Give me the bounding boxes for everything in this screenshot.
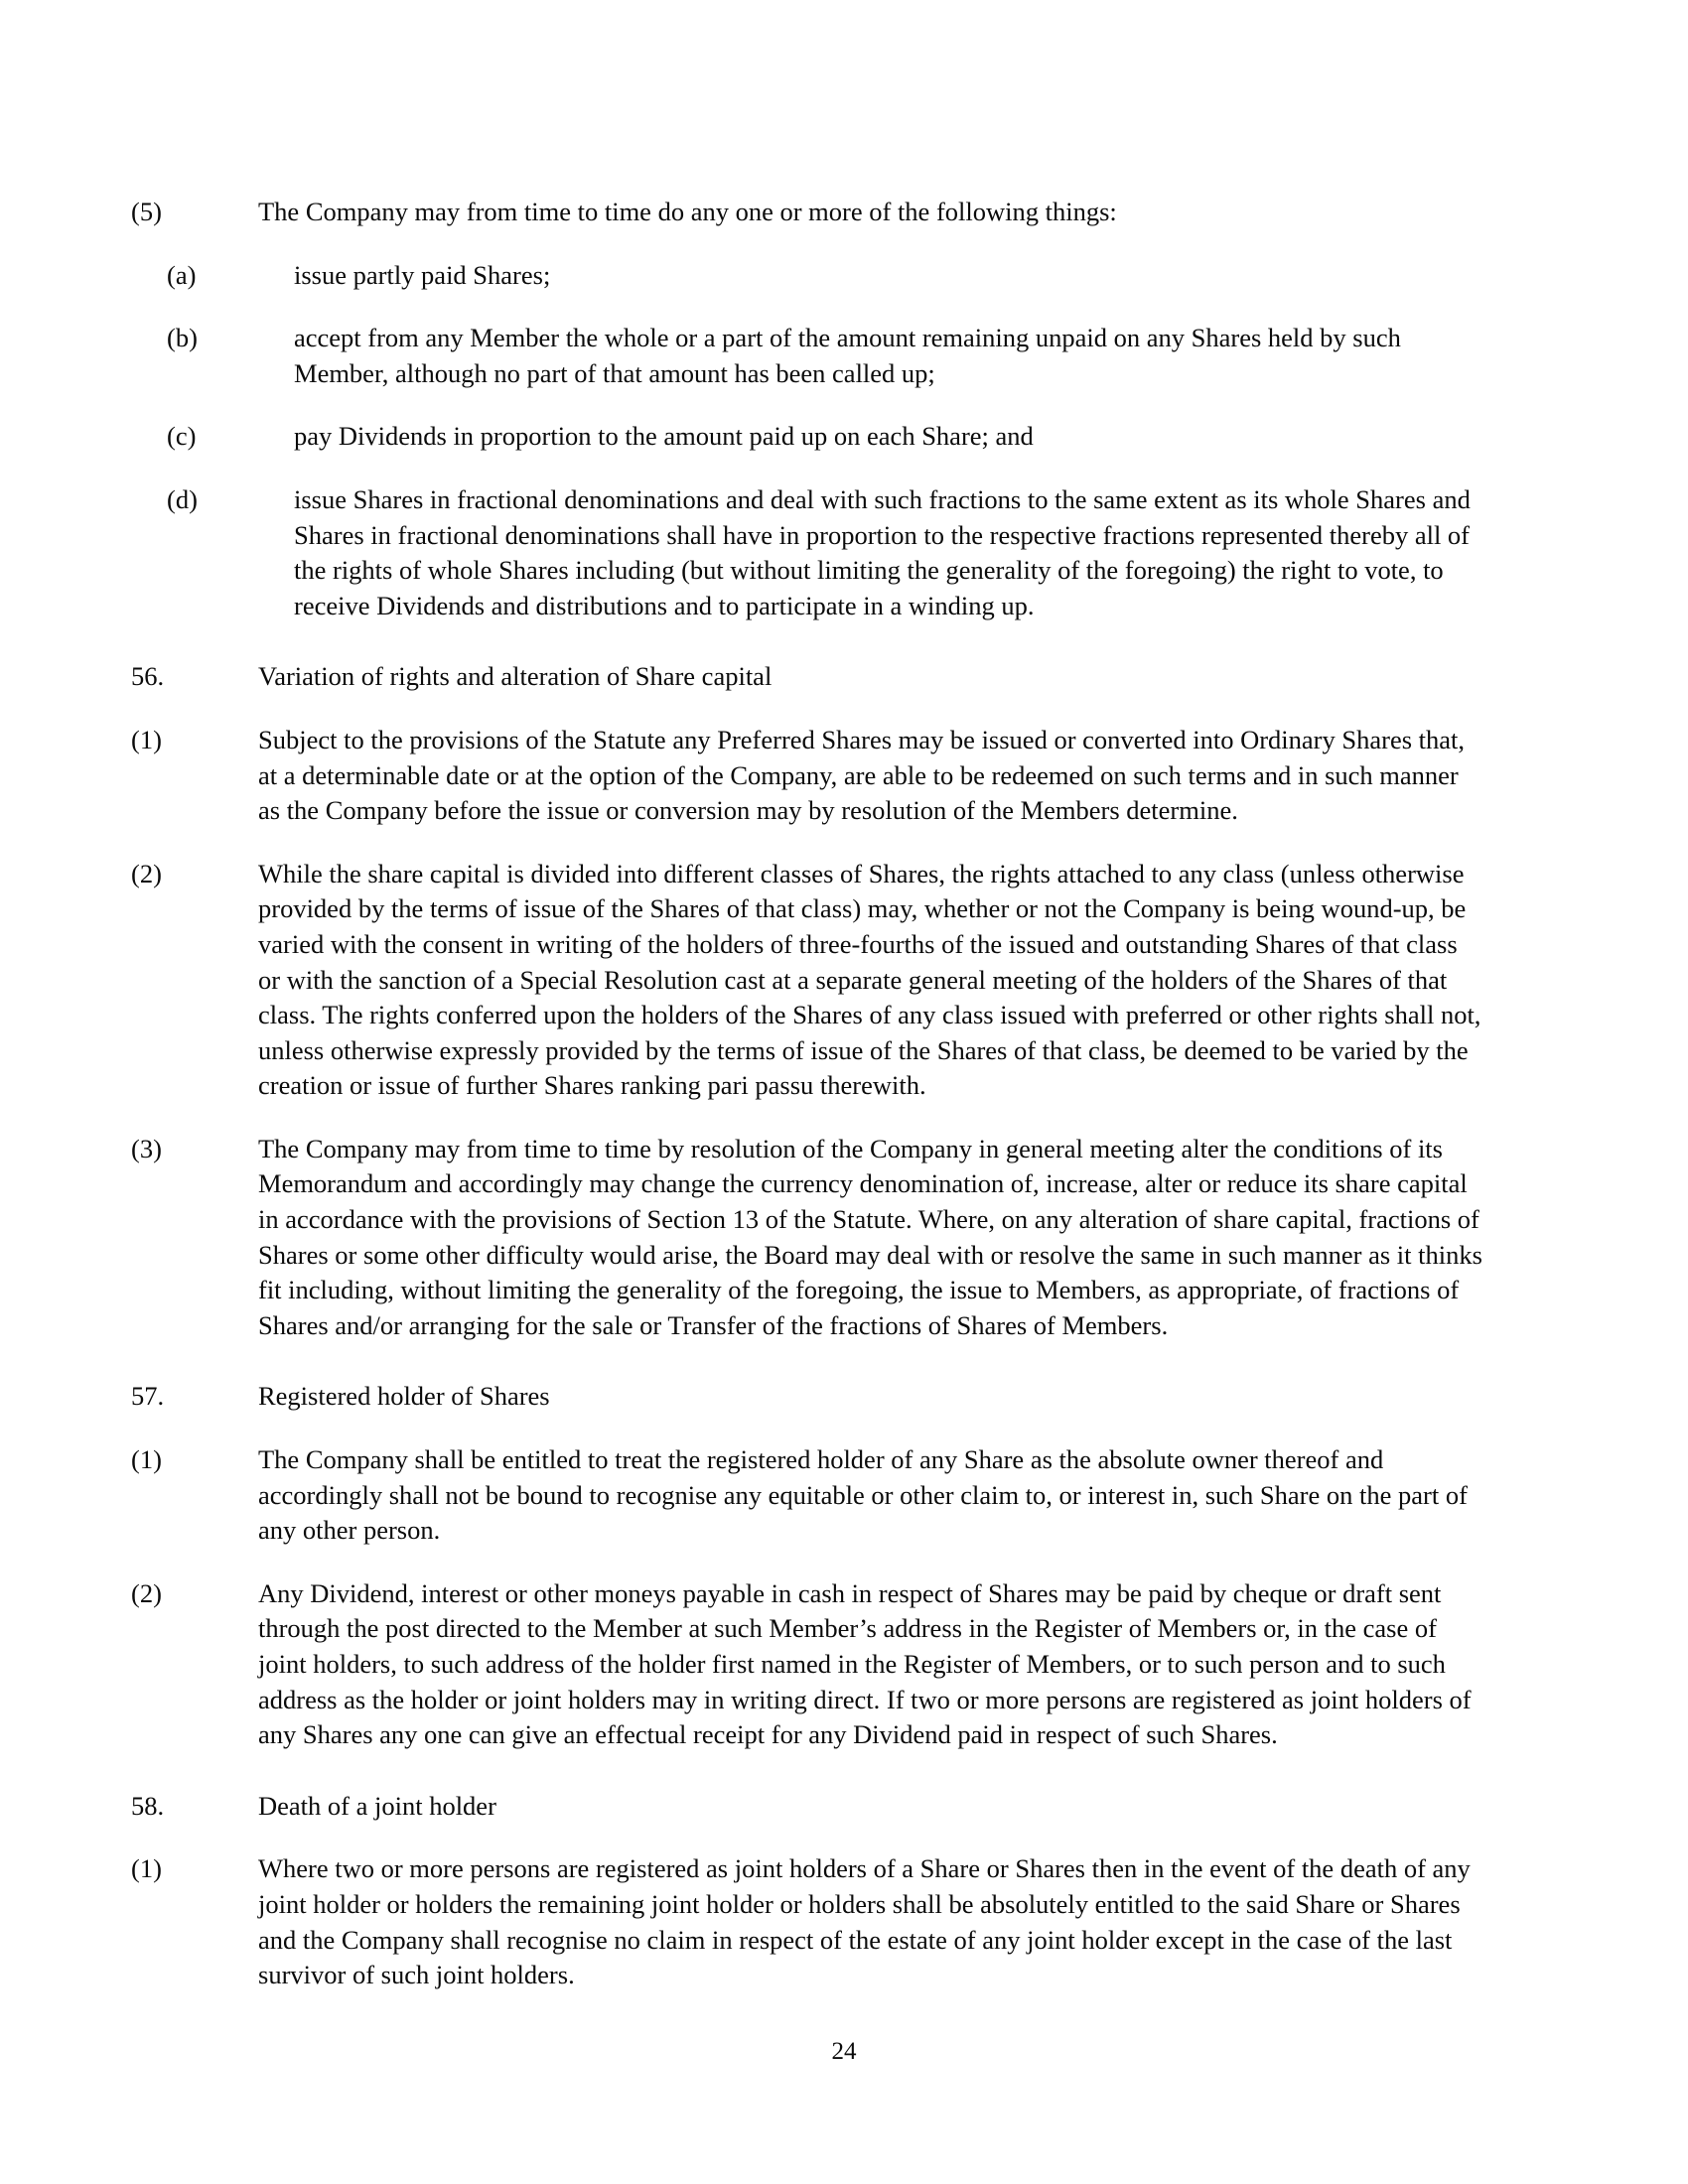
page-number: 24: [831, 2038, 857, 2065]
paragraph-5: [131, 195, 1485, 230]
section-heading-58: [131, 1789, 1485, 1825]
paragraph-5c: [167, 419, 1485, 455]
paragraph-text: Subject to the provisions of the Statute any Preferred Shares may be issued or converted into Ordinary Shares that, at a determinable date or at the option of the Company, are able to be redeemed on such terms and in such manner as the Company before the issue or conversion may by resolution of the Members determine.: [258, 724, 1466, 826]
paragraph-58-1: [131, 1851, 1485, 1992]
section-number: 56.: [131, 661, 165, 692]
section-title: Registered holder of Shares: [258, 1381, 550, 1412]
page-body: [131, 195, 1485, 2021]
paragraph-marker: (d): [167, 483, 198, 514]
paragraph-5b: [167, 321, 1485, 391]
paragraph-57-1: [131, 1442, 1485, 1549]
paragraph-56-1: [131, 723, 1485, 829]
paragraph-5a: [167, 258, 1485, 294]
paragraph-marker: (3): [131, 1133, 162, 1163]
paragraph-57-2: [131, 1576, 1485, 1753]
paragraph-marker: (1): [131, 1444, 162, 1475]
paragraph-text: issue Shares in fractional denominations and deal with such fractions to the same extent as its whole Shares and Shares in fractional denominations shall have in proportion to the respective fractions represented thereby all of the rights of whole Shares including (but without limiting the generality of the foregoing) the right to vote, to receive Dividends and distributions and to participate in a winding up.: [294, 483, 1471, 620]
paragraph-text: issue partly paid Shares;: [294, 259, 551, 290]
paragraph-5d: [167, 482, 1485, 623]
paragraph-marker: (2): [131, 1577, 162, 1608]
section-title: Death of a joint holder: [258, 1790, 496, 1821]
section-heading-57: [131, 1379, 1485, 1415]
paragraph-marker: (b): [167, 323, 198, 353]
paragraph-marker: (1): [131, 724, 162, 754]
paragraph-text: pay Dividends in proportion to the amount paid up on each Share; and: [294, 421, 1034, 452]
paragraph-text: The Company may from time to time do any one or more of the following things:: [258, 197, 1117, 226]
paragraph-text: While the share capital is divided into different classes of Shares, the rights attached to any class (unless otherwise provided by the terms of issue of the Shares of that class) may, whether or not the Company is being wound-up, be varied with the consent in writing of the holders of three-fourths of the issued and outstanding Shares of that class or with the sanction of a Special Resolution cast at a separate general meeting of the holders of the Shares of that class. The rights conferred upon the holders of the Shares of any class issued with preferred or other rights shall not, unless otherwise expressly provided by the terms of issue of the Shares of that class, be deemed to be varied by the creation or issue of further Shares ranking pari passu therewith.: [258, 858, 1481, 1101]
paragraph-text: Where two or more persons are registered as joint holders of a Share or Shares then in the event of the death of any joint holder or holders the remaining joint holder or holders shall be absolutely entitled to the said Share or Shares and the Company shall recognise no claim in respect of the estate of any joint holder except in the case of the last survivor of such joint holders.: [258, 1853, 1471, 1990]
section-title: Variation of rights and alteration of Share capital: [258, 661, 773, 692]
paragraph-text: Any Dividend, interest or other moneys payable in cash in respect of Shares may be paid by cheque or draft sent through the post directed to the Member at such Member’s address in the Register of Members or, in the case of joint holders, to such address of the holder first named in the Register of Members, or to such person and to such address as the holder or joint holders may in writing direct. If two or more persons are registered as joint holders of any Shares any one can give an effectual receipt for any Dividend paid in respect of such Shares.: [258, 1577, 1472, 1750]
paragraph-marker: (1): [131, 1853, 162, 1884]
section-number: 58.: [131, 1790, 165, 1821]
paragraph-56-2: [131, 857, 1485, 1104]
paragraph-marker: (2): [131, 858, 162, 888]
paragraph-text: The Company shall be entitled to treat the registered holder of any Share as the absolute owner thereof and accordingly shall not be bound to recognise any equitable or other claim to, or interest in, such Share on the part of any other person.: [258, 1444, 1468, 1546]
section-number: 57.: [131, 1381, 165, 1412]
paragraph-marker: (5): [131, 197, 162, 226]
paragraph-marker: (a): [167, 259, 197, 290]
paragraph-text: accept from any Member the whole or a part of the amount remaining unpaid on any Shares held by such Member, although no part of that amount has been called up;: [294, 323, 1401, 388]
section-heading-56: [131, 659, 1485, 695]
paragraph-marker: (c): [167, 421, 197, 452]
paragraph-56-3: [131, 1132, 1485, 1344]
paragraph-text: The Company may from time to time by resolution of the Company in general meeting alter the conditions of its Memorandum and accordingly may change the currency denomination of, increase, alter or reduce its share capital in accordance with the provisions of Section 13 of the Statute. Where, on any alteration of share capital, fractions of Shares or some other difficulty would arise, the Board may deal with or resolve the same in such manner as it thinks fit including, without limiting the generality of the foregoing, the issue to Members, as appropriate, of fractions of Shares and/or arranging for the sale or Transfer of the fractions of Shares of Members.: [258, 1133, 1482, 1340]
